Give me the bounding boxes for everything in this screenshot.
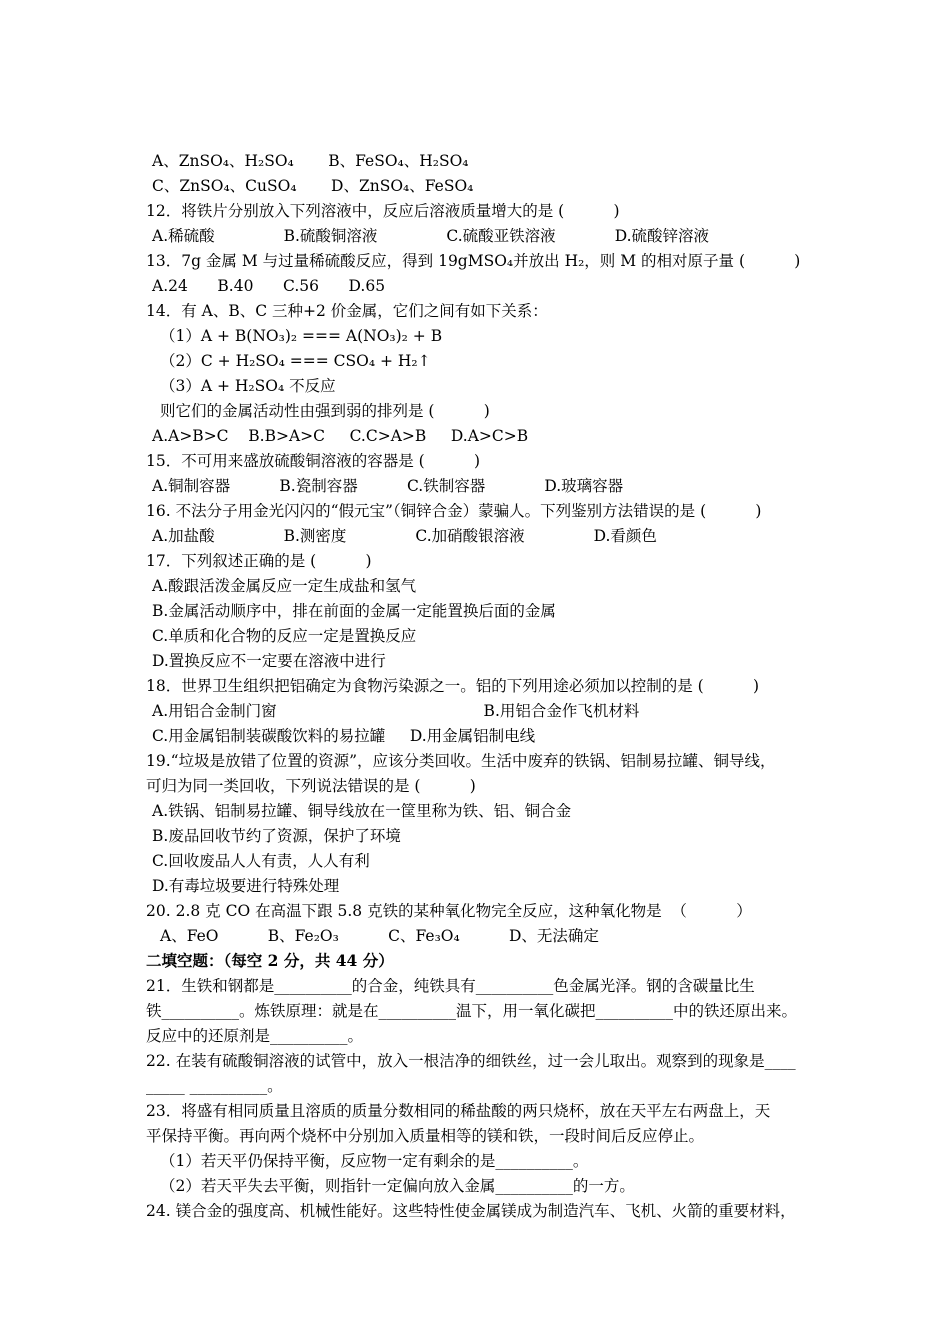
question-14: 14．有 A、B、C 三种+2 价金属，它们之间有如下关系： <box>146 302 548 320</box>
question-19-option-b: B.废品回收节约了资源，保护了环境 <box>152 827 401 845</box>
question-21-line-2: 铁__________。炼铁原理：就是在__________温下，用一氧化碳把__________中的铁还原出来。 <box>146 1002 798 1020</box>
question-22: 22. 在装有硫酸铜溶液的试管中，放入一根洁净的细铁丝，过一会儿取出。观察到的现象是____ <box>146 1052 796 1070</box>
question-15: 15．不可用来盛放硫酸铜溶液的容器是 ( ) <box>146 452 481 470</box>
question-20: 20. 2.8 克 CO 在高温下跟 5.8 克铁的某种氧化物完全反应，这种氧化物是 （ ） <box>146 902 752 920</box>
question-19-option-c: C.回收废品人人有责，人人有利 <box>152 852 370 870</box>
question-14-options: A.A>B>C B.B>A>C C.C>A>B D.A>C>B <box>152 427 529 445</box>
question-24: 24. 镁合金的强度高、机械性能好。这些特性使金属镁成为制造汽车、飞机、火箭的重要材料， <box>146 1202 796 1220</box>
section-2-heading: 二填空题：（每空 2 分，共 44 分） <box>146 951 394 970</box>
question-14-relation-2: （2）C + H₂SO₄ === CSO₄ + H₂↑ <box>160 352 431 370</box>
question-12-options: A.稀硫酸 B.硫酸铜溶液 C.硫酸亚铁溶液 D.硫酸锌溶液 <box>152 227 710 245</box>
q11-options-cd: C、ZnSO₄、CuSO₄ D、ZnSO₄、FeSO₄ <box>152 177 474 195</box>
question-14-relation-1: （1）A + B(NO₃)₂ === A(NO₃)₂ + B <box>160 327 443 345</box>
question-21: 21．生铁和钢都是__________的合金，纯铁具有__________色金属光泽。钢的含碳量比生 <box>146 977 755 995</box>
question-19: 19.“垃圾是放错了位置的资源”，应该分类回收。生活中废弃的铁锅、铝制易拉罐、铜导线， <box>146 752 776 770</box>
question-17-option-a: A.酸跟活泼金属反应一定生成盐和氢气 <box>152 577 417 595</box>
question-21-line-3: 反应中的还原剂是__________。 <box>146 1027 364 1045</box>
question-17-option-b: B.金属活动顺序中，排在前面的金属一定能置换后面的金属 <box>152 602 556 620</box>
q11-options-ab: A、ZnSO₄、H₂SO₄ B、FeSO₄、H₂SO₄ <box>152 152 469 170</box>
question-18-options-ab: A.用铝合金制门窗 B.用铝合金作飞机材料 <box>152 702 640 720</box>
question-23: 23．将盛有相同质量且溶质的质量分数相同的稀盐酸的两只烧杯，放在天平左右两盘上，天 <box>146 1102 771 1120</box>
question-13: 13．7g 金属 M 与过量稀硫酸反应，得到 19gMSO₄并放出 H₂，则 M 的相对原子量 ( ) <box>146 252 801 270</box>
question-16: 16. 不法分子用金光闪闪的“假元宝”（铜锌合金）蒙骗人。下列鉴别方法错误的是 ( ) <box>146 502 762 520</box>
question-13-options: A.24 B.40 C.56 D.65 <box>152 277 386 295</box>
question-19-option-d: D.有毒垃圾要进行特殊处理 <box>152 877 340 895</box>
question-17-option-d: D.置换反应不一定要在溶液中进行 <box>152 652 386 670</box>
question-12: 12．将铁片分别放入下列溶液中，反应后溶液质量增大的是 ( ) <box>146 202 620 220</box>
question-17-option-c: C.单质和化合物的反应一定是置换反应 <box>152 627 417 645</box>
question-19-option-a: A.铁锅、铝制易拉罐、铜导线放在一筐里称为铁、铝、铜合金 <box>152 802 572 820</box>
question-19-cont: 可归为同一类回收，下列说法错误的是 ( ) <box>146 777 476 795</box>
question-17: 17．下列叙述正确的是 ( ) <box>146 552 372 570</box>
question-23-part-2: （2）若天平失去平衡，则指针一定偏向放入金属__________的一方。 <box>160 1177 635 1195</box>
question-18: 18．世界卫生组织把铝确定为食物污染源之一。铝的下列用途必须加以控制的是 ( ) <box>146 677 760 695</box>
question-18-options-cd: C.用金属铝制装碳酸饮料的易拉罐 D.用金属铝制电线 <box>152 727 536 745</box>
question-20-options: A、FeO B、Fe₂O₃ C、Fe₃O₄ D、无法确定 <box>160 927 599 945</box>
question-22-line-2: _____ __________。 <box>146 1077 283 1095</box>
question-16-options: A.加盐酸 B.测密度 C.加硝酸银溶液 D.看颜色 <box>152 527 657 545</box>
question-23-line-2: 平保持平衡。再向两个烧杯中分别加入质量相等的镁和铁，一段时间后反应停止。 <box>146 1127 705 1145</box>
question-14-prompt: 则它们的金属活动性由强到弱的排列是 ( ) <box>160 402 490 420</box>
question-15-options: A.铜制容器 B.瓷制容器 C.铁制容器 D.玻璃容器 <box>152 477 624 495</box>
question-23-part-1: （1）若天平仍保持平衡，反应物一定有剩余的是__________。 <box>160 1152 589 1170</box>
question-14-relation-3: （3）A + H₂SO₄ 不反应 <box>160 377 336 395</box>
